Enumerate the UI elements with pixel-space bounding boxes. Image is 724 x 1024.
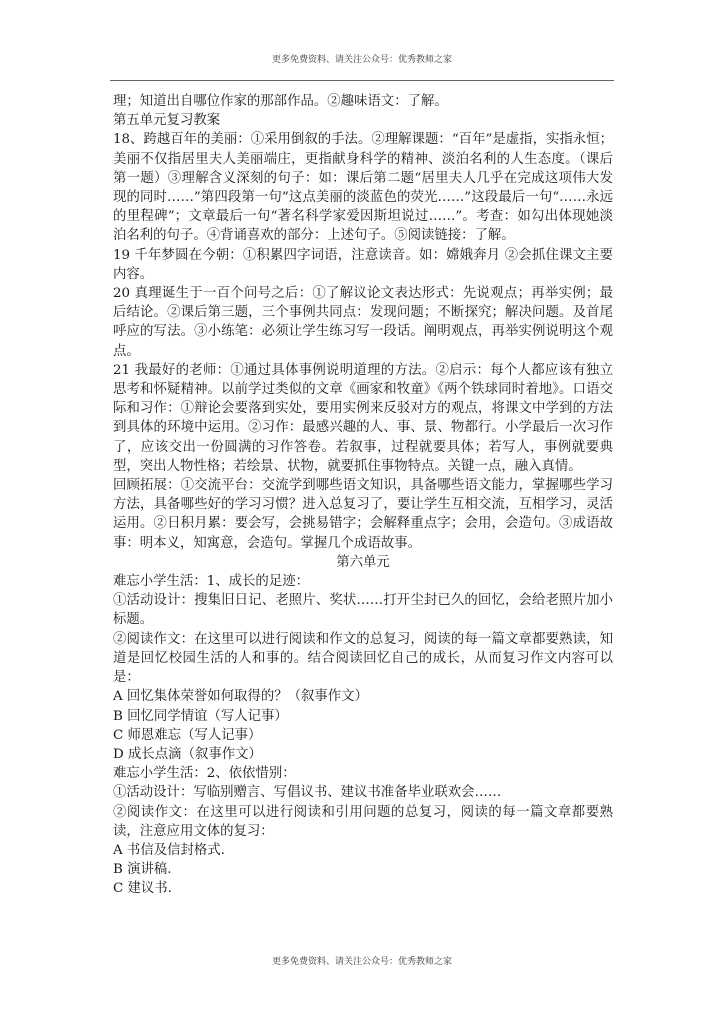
document-paragraph: 理；知道出自哪位作家的那部作品。②趣味语文：了解。 <box>113 94 448 109</box>
document-paragraph: 第五单元复习教案 <box>113 113 221 129</box>
document-paragraph: 回顾拓展：①交流平台：交流学到哪些语文知识，具备哪些语文能力，掌握哪些学习方法，具备哪些好的学习习惯？进入总复习了，要让学生互相交流，互相学习，灵活运用。②日积月累：要会写，会挑易错字；会解释重点字；会用，会造句。③成语故事：明本义，知寓意，会造句。掌握几个成语故事。 <box>113 478 613 551</box>
document-paragraph: ②阅读作文：在这里可以进行阅读和引用问题的总复习，阅读的每一篇文章都要熟读，注意应用文体的复习： <box>113 804 613 839</box>
document-paragraph: B 演讲稿. <box>113 862 172 878</box>
section-heading: 第六单元 <box>336 554 390 570</box>
document-paragraph: A 书信及信封格式. <box>113 842 225 858</box>
header-divider <box>110 80 614 81</box>
document-paragraph: ②阅读作文：在这里可以进行阅读和作文的总复习，阅读的每一篇文章都要熟读，知道是回忆校园生活的人和事的。结合阅读回忆自己的成长，从而复习作文内容可以是： <box>113 631 613 686</box>
document-paragraph: 19 千年梦圆在今朝：①积累四字词语，注意读音。如：嫦娥奔月 ②会抓住课文主要内容。 <box>113 247 613 282</box>
page-footer: 更多免费资料、请关注公众号：优秀教师之家 <box>271 957 452 967</box>
document-body <box>113 92 613 899</box>
page-header: 更多免费资料、请关注公众号：优秀教师之家 <box>271 55 452 65</box>
document-paragraph: C 师恩难忘（写人记事） <box>113 727 262 743</box>
document-paragraph: 难忘小学生活：2、依依惜别： <box>113 766 296 782</box>
document-paragraph: 难忘小学生活：1、成长的足迹： <box>113 574 309 590</box>
document-paragraph: ①活动设计：写临别赠言、写倡议书、建议书准备毕业联欢会…… <box>113 785 502 801</box>
document-paragraph: A 回忆集体荣誉如何取得的？（叙事作文） <box>113 689 368 705</box>
document-paragraph: B 回忆同学情谊（写人记事） <box>113 708 288 724</box>
document-paragraph: 20 真理诞生于一百个问号之后：①了解议论文表达形式：先说观点；再举实例；最后结论。②课后第三题，三个事例共同点：发现问题；不断探究；解决问题。及首尾呼应的写法。③小练笔：必须让学生练习写一段话。阐明观点，再举实例说明这个观点。 <box>113 286 613 359</box>
document-paragraph: 18、跨越百年的美丽：①采用倒叙的手法。②理解课题：“百年”是虚指，实指永恒；美丽不仅指居里夫人美丽端庄，更指献身科学的精神、淡泊名利的人生态度。（课后第一题）③理解含义深刻的句子：如：课后第二题“居里夫人几乎在完成这项伟大发现的同时……”第四段第一句“这点美丽的淡蓝色的荧光……”这段最后一句“……永远的里程碑”；文章最后一句“著名科学家爱因斯坦说过……”。考查：如勾出体现她淡泊名利的句子。④背诵喜欢的部分：上述句子。⑤阅读链接：了解。 <box>113 132 613 244</box>
document-paragraph: C 建议书. <box>113 881 172 897</box>
document-paragraph: D 成长点滴（叙事作文） <box>113 746 262 762</box>
document-paragraph: 21 我最好的老师：①通过具体事例说明道理的方法。②启示：每个人都应该有独立思考和怀疑精神。以前学过类似的文章《画家和牧童》《两个铁球同时着地》。口语交际和习作：①辩论会要落到实处，要用实例来反驳对方的观点，将课文中学到的方法到具体的环境中运用。②习作：最感兴趣的人、事、景、物都行。小学最后一次习作了，应该交出一份圆满的习作答卷。若叙事，过程就要具体；若写人，事例就要典型，突出人物性格；若绘景、状物，就要抓住事物特点。关键一点，融入真情。 <box>113 362 613 474</box>
document-paragraph: ①活动设计：搜集旧日记、老照片、奖状……打开尘封已久的回忆，会给老照片加小标题。 <box>113 593 613 628</box>
